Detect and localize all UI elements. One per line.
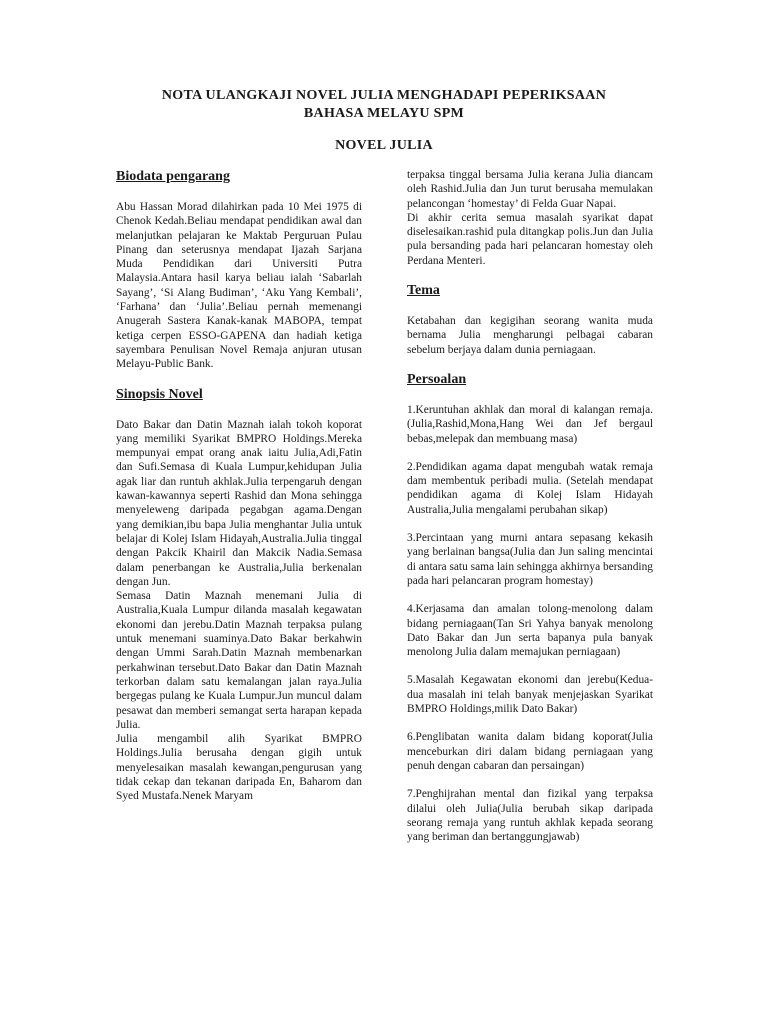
persoalan-item-3: 3.Percintaan yang murni antara sepasang kekasih yang berlainan bangsa(Julia dan Jun saling mencintai di antara satu sama lain sehingga akhirnya bersanding pada hari pelancaran program homestay) [407, 532, 653, 587]
novel-title: NOVEL JULIA [335, 138, 433, 153]
sinopsis-paragraph-4: Di akhir cerita semua masalah syarikat dapat diselesaikan.rashid pula ditangkap polis.Jun dan Julia pula bersanding pada hari pelancaran homestay oleh Perdana Menteri. [407, 211, 653, 267]
sinopsis-paragraph-3: Julia mengambil alih Syarikat BMPRO Holdings.Julia berusaha dengan gigih untuk menyelesaikan masalah kewangan,pengurusan yang tidak cekap dan tekanan daripada En, Baharom dan Syed Mustafa.Nenek Maryam [116, 733, 362, 803]
sinopsis-paragraph-1: Dato Bakar dan Datin Maznah ialah tokoh koporat yang memiliki Syarikat BMPRO Holdings.Mereka mempunyai empat orang anak iaitu Julia,Adi,Fatin dan Sufi.Semasa di Kuala Lumpur,kehidupan Julia agak liar dan runtuh akhlak.Julia terpengaruh dengan kawan-kawannya seperti Rashid dan Mona sehingga menyeleweng daripada pegabgan agama.Dengan yang demikian,ibu bapa Julia menghantar Julia untuk belajar di Kolej Islam Hidayah,Australia.Julia tinggal dengan Pakcik Khairil dan Makcik Nadia.Semasa dalam penerbangan ke Australia,Julia berkenalan dengan Jun. [116, 418, 362, 588]
persoalan-item-6: 6.Penglibatan wanita dalam bidang koporat(Julia menceburkan diri dalam bidang perniagaan yang penuh dengan cabaran dan persaingan) [407, 731, 653, 772]
persoalan-item-2: 2.Pendidikan agama dapat mengubah watak remaja dam membentuk peribadi mulia. (Setelah mendapat pendidikan agama di Kolej Islam Hidayah Australia,Julia mengalami perubahan sikap) [407, 460, 653, 516]
tema-heading: Tema [407, 283, 440, 299]
biodata-text: Abu Hassan Morad dilahirkan pada 10 Mei 1975 di Chenok Kedah.Beliau mendapat pendidikan awal dan melanjutkan pelajaran ke Maktab Perguruan Pulau Pinang dan seterusnya mendapat Ijazah Sarjana Muda Pendidikan dari Universiti Putra Malaysia.Antara hasil karya beliau ialah ‘Sabarlah Sayang’, ‘Si Alang Budiman’, ‘Aku Yang Kembali’, ‘Farhana’ dan ‘Julia’.Beliau pernah memenangi Anugerah Sastera Kanak-kanak MABOPA, tempat ketiga cerpen ESSO-GAPENA dan hadiah ketiga sayembara Penulisan Novel Remaja anjuran utusan Melayu-Public Bank. [116, 201, 362, 371]
title-line-2: BAHASA MELAYU SPM [303, 106, 465, 121]
left-column [116, 168, 362, 804]
title-line-1: NOTA ULANGKAJI NOVEL JULIA MENGHADAPI PEPERIKSAAN [161, 88, 607, 103]
right-column [407, 168, 653, 844]
sinopsis-paragraph-3-continued: terpaksa tinggal bersama Julia kerana Julia diancam oleh Rashid.Julia dan Jun turut berusaha memulakan pelancongan ‘homestay’ di Felda Guar Napai. [407, 169, 653, 210]
persoalan-heading: Persoalan [407, 371, 467, 387]
sinopsis-paragraph-2: Semasa Datin Maznah menemani Julia di Australia,Kuala Lumpur dilanda masalah kegawatan ekonomi dan jerebu.Datin Maznah terpaksa pulang untuk menemani suaminya.Dato Bakar berkahwin dengan Ummi Sarah.Datin Maznah membenarkan perkahwinan tersebut.Dato Bakar dan Datin Maznah terkorban dalam satu kemalangan jalan raya.Julia bergegas pulang ke Kuala Lumpur.Jun muncul dalam pesawat dan memberi semangat serta harapan kepada Julia. [116, 590, 362, 731]
document-title [90, 87, 678, 123]
persoalan-item-5: 5.Masalah Kegawatan ekonomi dan jerebu(Kedua-dua masalah ini telah banyak menjejaskan Syarikat BMPRO Holdings,milik Dato Bakar) [407, 674, 653, 716]
persoalan-item-7: 7.Penghijrahan mental dan fizikal yang terpaksa dilalui oleh Julia(Julia berubah sikap daripada seorang remaja yang runtuh akhlak kepada seorang yang beriman dan bertanggungjawab) [407, 788, 653, 844]
tema-text: Ketabahan dan kegigihan seorang wanita muda bernama Julia mengharungi pelbagai cabaran sebelum berjaya dalam dunia perniagaan. [407, 315, 653, 356]
persoalan-item-1: 1.Keruntuhan akhlak dan moral di kalangan remaja. (Julia,Rashid,Mona,Hang Wei dan Jef bergaul bebas,melepak dan membuang masa) [407, 403, 653, 445]
biodata-heading: Biodata pengarang [116, 169, 230, 184]
sinopsis-heading: Sinopsis Novel [116, 386, 203, 402]
persoalan-item-4: 4.Kerjasama dan amalan tolong-menolong dalam bidang perniagaan(Tan Sri Yahya banyak menolong Dato Bakar dan Jun serta bapanya pula banyak menolong Julia dalam memajukan perniagaan) [407, 603, 653, 659]
